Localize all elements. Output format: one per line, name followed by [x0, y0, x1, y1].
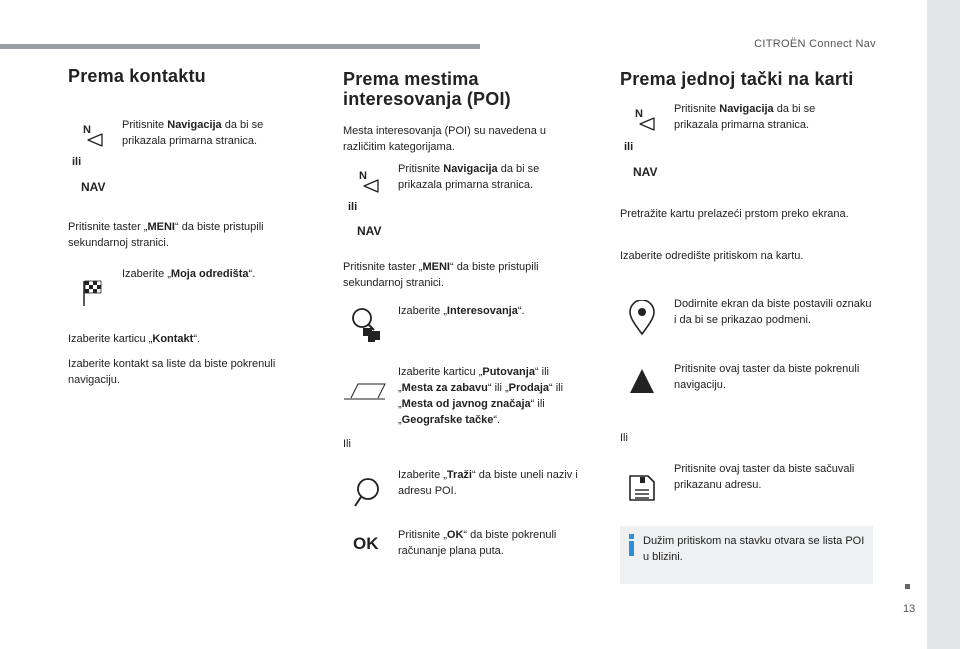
ili-text: Ili: [620, 432, 628, 444]
nav-label: NAV: [633, 165, 658, 179]
navigation-arrow-icon: [638, 117, 656, 131]
search-icon: [352, 476, 382, 510]
page-marker: [905, 584, 910, 589]
map-pin-icon: [627, 300, 657, 336]
side-strip: [927, 0, 960, 649]
step-text: Pritisnite ovaj taster da biste pokrenuli navigaciju.: [674, 363, 860, 391]
section-title: Prema jednoj tački na karti: [620, 69, 854, 89]
step-text: Izaberite karticu „Kontakt“.: [68, 333, 201, 345]
ili-text: Ili: [343, 438, 351, 450]
brand-name: CITROËN Connect Nav: [754, 38, 876, 50]
nav-label: NAV: [357, 224, 382, 238]
step-text: Izaberite „Interesovanja“.: [398, 305, 525, 317]
header-bar: [0, 44, 480, 49]
nav-n-label: N: [83, 124, 91, 136]
nav-arrow-filled-icon: [628, 367, 656, 395]
step-text: Pritisnite taster „MENI“ da biste pristupili sekundarnoj stranici.: [68, 221, 264, 249]
section-title: Prema kontaktu: [68, 66, 206, 86]
navigation-arrow-icon: [362, 179, 380, 193]
step-text: Pritisnite Navigacija da bi se prikazala primarna stranica.: [398, 163, 540, 191]
step-text: Izaberite karticu „Putovanja“ ili „Mesta za zabavu“ ili „Prodaja“ ili „Mesta od javnog značaja“ ili „Geografske tačke“.: [398, 366, 564, 426]
step-text: Pretražite kartu prelazeći prstom preko ekrana.: [620, 208, 849, 220]
poi-categories-icon: [350, 306, 384, 344]
ili-label: ili: [624, 141, 634, 153]
ok-label: OK: [353, 534, 379, 553]
navigation-arrow-icon: [86, 133, 104, 147]
step-text: Pritisnite Navigacija da bi se prikazala primarna stranica.: [122, 119, 264, 147]
checkered-flag-icon: [82, 279, 104, 307]
step-text: Izaberite odredište pritiskom na kartu.: [620, 250, 804, 262]
step-text: Izaberite „Traži“ da biste uneli naziv i adresu POI.: [398, 469, 578, 497]
tip-box: [620, 526, 873, 584]
save-icon: [628, 474, 656, 502]
step-text: Pritisnite ovaj taster da biste sačuvali prikazanu adresu.: [674, 463, 855, 491]
info-icon: [627, 534, 637, 556]
tip-text: Dužim pritiskom na stavku otvara se lista POI u blizini.: [643, 535, 865, 563]
nav-n-label: N: [635, 108, 643, 120]
step-text: Izaberite kontakt sa liste da biste pokrenuli navigaciju.: [68, 358, 276, 386]
step-text: Pritisnite taster „MENI“ da biste pristupili sekundarnoj stranici.: [343, 261, 539, 289]
section-title: Prema mestima interesovanja (POI): [343, 69, 511, 109]
nav-n-label: N: [359, 170, 367, 182]
ili-label: ili: [348, 201, 358, 213]
step-text: Pritisnite „OK“ da biste pokrenuli računanje plana puta.: [398, 529, 557, 557]
page-number: 13: [903, 603, 916, 615]
nav-label: NAV: [81, 180, 106, 194]
intro-text: Mesta interesovanja (POI) su navedena u različitim kategorijama.: [343, 125, 547, 153]
step-text: Dodirnite ekran da biste postavili oznaku i da bi se prikazao podmeni.: [674, 298, 872, 326]
step-text: Izaberite „Moja odredišta“.: [122, 268, 256, 280]
parallelogram-tab-icon: [343, 382, 387, 402]
ili-label: ili: [72, 156, 82, 168]
step-text: Pritisnite Navigacija da bi se prikazala primarna stranica.: [674, 103, 816, 131]
